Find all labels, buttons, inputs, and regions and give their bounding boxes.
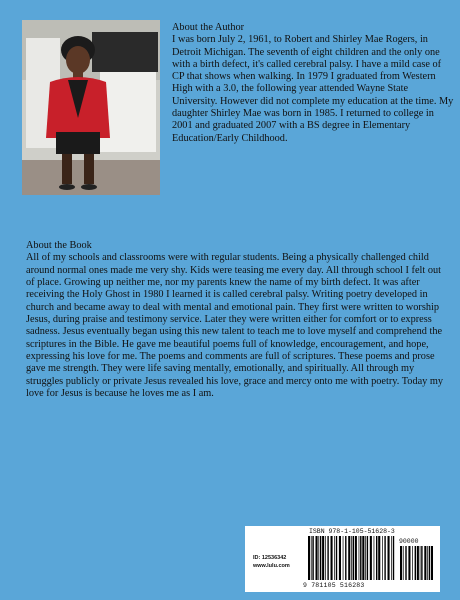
price-code: 90000 (399, 538, 419, 545)
about-book-section (26, 240, 446, 400)
author-photo (22, 20, 160, 195)
lulu-url: www.lulu.com (253, 563, 290, 569)
isbn-label: ISBN 978-1-105-51628-3 (309, 528, 395, 535)
lulu-id: ID: 12536342 (253, 555, 287, 561)
about-author-section (172, 22, 454, 145)
about-author-text: I was born July 2, 1961, to Robert and Shirley Mae Rogers, in Detroit Michigan. The seventh of eight children and the only one with a birth defect, it's called cerebral palsy. I have a mild case of CP that shows when walking. In 1979 I graduated from Western High with a 3.0, the following year attended Wayne State University. However did not complete my education at the time. My daughter Shirley Mae was born in 1985. I returned to college in 2001 and graduated 2007 with a BS degree in Elementary Education/Early Childhood. (172, 34, 454, 144)
isbn-barcode (307, 536, 395, 580)
about-author-heading: About the Author (172, 22, 245, 33)
price-barcode (399, 546, 433, 580)
barcode-box (245, 526, 440, 592)
ean-digits: 9 781105 516283 (303, 582, 365, 589)
about-book-text: All of my schools and classrooms were with regular students. Being a physically challenged child around normal ones made me very shy. Kids were teasing me every day. All through school I felt out of place. Growing up neither me, nor my parents knew the name of my birth defect. It was after receiving the Holy Ghost in 1980 I learned it is called cerebral palsy. Writing poetry developed in church and became away to deal with mental and emotional pain. They first were written to worship Jesus, during praise and testimony service. Later they were written either for comfort or to express sadness. Jesus eventually began using this new talent to teach me to love myself and comprehend the scriptures in the Bible. He gave me beautiful poems full of knowledge, encouragement, and hope, expressing his love for me. The poems and comments are full of scriptures. These poems and prose gave me strength. They were life saving mentally, emotionally, and spiritually. All through my struggles publicly or private Jesus revealed his love, grace and mercy onto me with poetry. Today my love for Jesus is because he loves me as I am. (26, 252, 444, 400)
about-book-heading: About the Book (26, 240, 92, 251)
lulu-id-label (253, 554, 290, 570)
